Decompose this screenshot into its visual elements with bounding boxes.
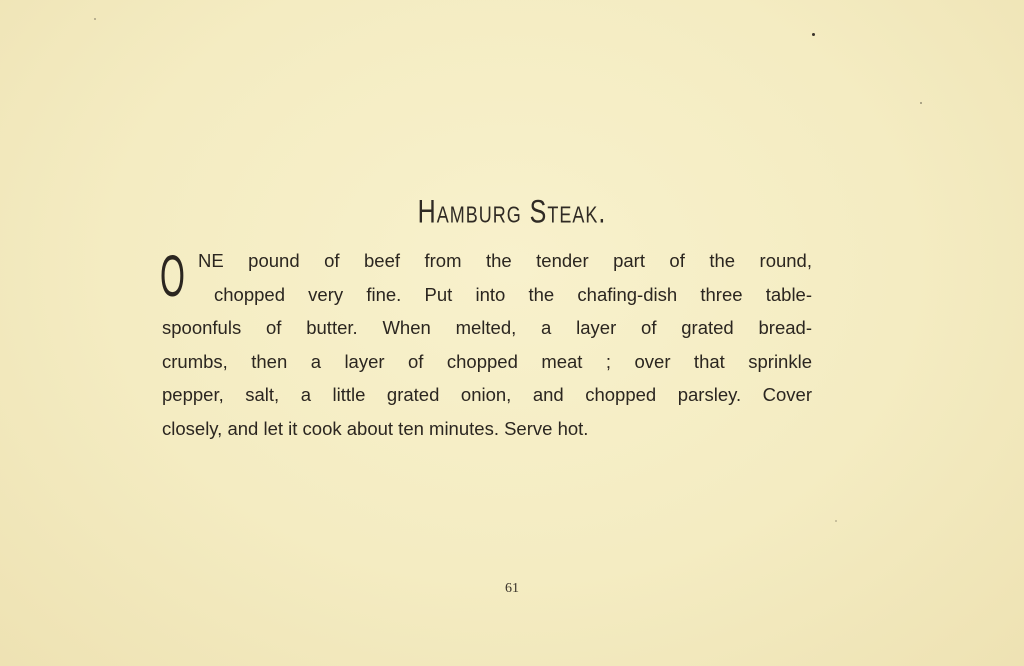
page-title: Hamburg Steak. [417, 194, 607, 231]
text-line-5: pepper, salt, a little grated onion, and chopped parsley. Cover [162, 384, 812, 405]
text-line-1: NE pound of beef from the tender part of the round, [198, 250, 812, 271]
drop-cap: O [160, 245, 185, 309]
text-line-2: chopped very fine. Put into the chafing-dish three table- [214, 283, 812, 305]
text-line-6: closely, and let it cook about ten minutes. Serve hot. [162, 417, 589, 439]
paper-speck [812, 33, 815, 36]
paper-speck [835, 520, 837, 522]
text-line-3: spoonfuls of butter. When melted, a layer of grated bread- [162, 317, 812, 338]
paper-speck [920, 102, 922, 104]
recipe-paragraph [162, 244, 812, 445]
paper-speck [94, 18, 96, 20]
page-number: 61 [505, 581, 519, 596]
text-line-4: crumbs, then a layer of chopped meat ; over that sprinkle [162, 350, 812, 372]
